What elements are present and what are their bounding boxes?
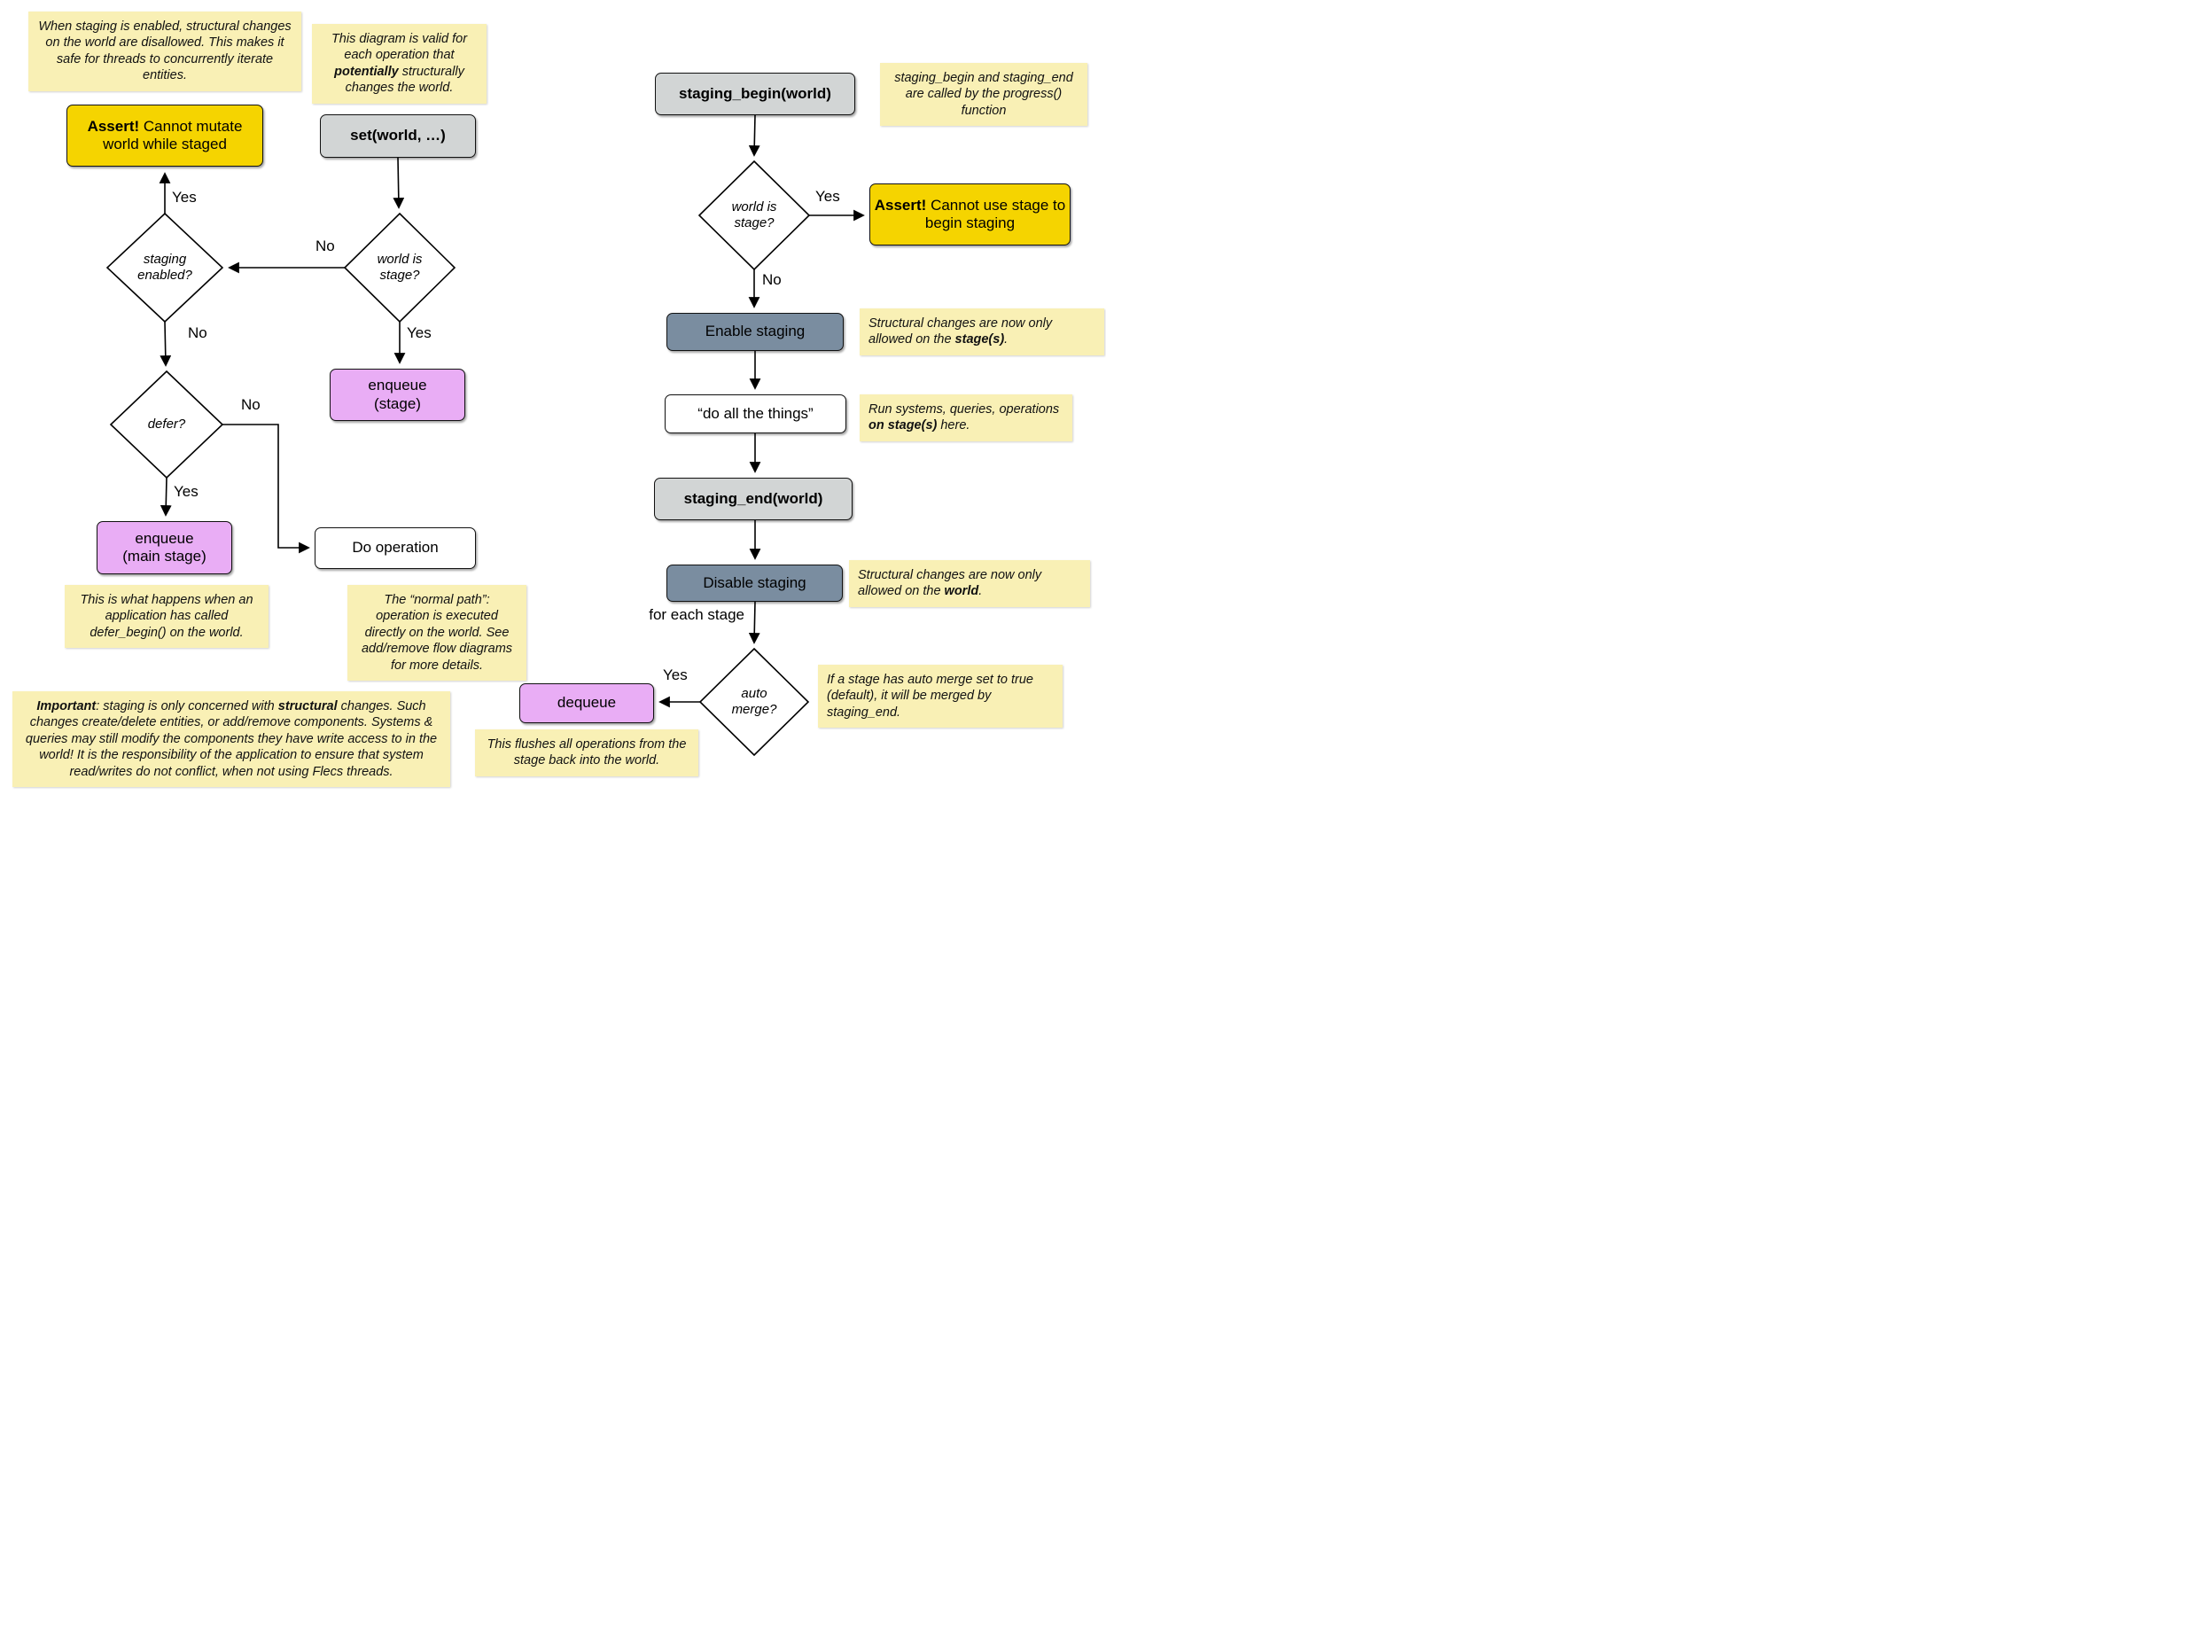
note-important-bold2: structural — [277, 699, 338, 713]
note-run-systems-post: here. — [937, 418, 970, 433]
note-diagram-valid-bold: potentially — [334, 64, 399, 79]
staging-end-label: staging_end(world) — [683, 489, 823, 507]
do-operation-box — [315, 527, 476, 569]
label-yes-worldstage2: Yes — [815, 188, 840, 205]
note-normal-path: The “normal path”: operation is executed directly on the world. See add/remove flow diagrams for more details. — [347, 585, 526, 681]
note-progress-fn: staging_begin and staging_end are called by the progress() function — [880, 63, 1087, 126]
staging-begin-box — [655, 73, 855, 115]
auto-merge-label: auto merge? — [731, 686, 777, 717]
do-all-things-box — [665, 394, 846, 433]
label-no-worldstage-staging: No — [315, 238, 335, 254]
dequeue-label: dequeue — [557, 694, 617, 712]
staging-enabled-label: staging enabled? — [137, 252, 192, 283]
assert2-rest: Cannot use stage to begin staging — [924, 196, 1066, 231]
staging-end-box — [654, 478, 853, 520]
note-important — [12, 691, 450, 787]
enqueue-main-line1: enqueue — [135, 529, 194, 547]
note-stage-only — [860, 308, 1104, 355]
enqueue-stage-line2: (stage) — [374, 394, 421, 412]
note-defer-begin: This is what happens when an application has called defer_begin() on the world. — [65, 585, 269, 648]
note-diagram-valid-pre: This diagram is valid for each operation that — [331, 32, 468, 63]
note-stage-only-bold: stage(s) — [954, 332, 1005, 347]
staging-begin-label: staging_begin(world) — [679, 84, 831, 102]
flowchart-canvas — [0, 0, 1106, 826]
set-world-box — [320, 114, 476, 158]
note-run-systems-bold: on stage(s) — [868, 418, 938, 433]
label-yes-below-defer: Yes — [174, 483, 199, 500]
world-is-stage-left-label: world is stage? — [377, 252, 423, 283]
set-world-label: set(world, …) — [350, 127, 446, 144]
disable-staging-box — [666, 565, 843, 602]
assert-word: Assert! — [87, 117, 140, 135]
edge-set-to-world-is-stage — [398, 158, 399, 207]
note-important-text2: changes. Such changes create/delete entities, or add/remove components. Systems & queries may still modify the components they have write access to in the world! It is the responsibility of the application to ensure that system read/writes do not conflict, when not using Flecs threads. — [25, 699, 438, 779]
note-stage-only-post: . — [1004, 332, 1009, 347]
assert-rest: Cannot mutate world while staged — [103, 117, 243, 152]
enqueue-stage-box — [330, 369, 465, 421]
note-world-only-pre: Structural changes are now only allowed on the — [858, 568, 1042, 599]
assert-cannot-mutate-box — [66, 105, 263, 167]
note-stage-only-pre: Structural changes are now only allowed on the — [868, 316, 1053, 347]
note-auto-merge: If a stage has auto merge set to true (default), it will be merged by staging_end. — [818, 665, 1063, 728]
do-all-things-label: “do all the things” — [697, 404, 814, 422]
note-world-only-post: . — [978, 584, 983, 599]
dequeue-box — [519, 683, 654, 723]
note-world-only-bold: world — [944, 584, 979, 599]
assert-cannot-use-stage-text — [870, 197, 1070, 233]
enable-staging-label: Enable staging — [705, 323, 806, 340]
assert2-word: Assert! — [874, 196, 927, 214]
note-run-systems — [860, 394, 1072, 441]
label-yes-below-worldstage: Yes — [407, 324, 432, 341]
defer-label: defer? — [147, 417, 186, 432]
label-for-each-stage: for each stage — [649, 606, 744, 623]
note-run-systems-pre: Run systems, queries, operations — [868, 402, 1060, 417]
assert-cannot-mutate-text — [67, 118, 262, 154]
world-is-stage-right-label: world is stage? — [731, 199, 777, 230]
enqueue-stage-line1: enqueue — [368, 377, 427, 394]
edge-defer-no — [222, 425, 308, 548]
edge-stagingbegin-down — [754, 115, 755, 155]
enqueue-main-stage-box — [97, 521, 232, 574]
edge-disable-to-automerge — [754, 602, 755, 643]
enable-staging-box — [666, 313, 844, 351]
label-yes-automerge: Yes — [663, 666, 688, 683]
enqueue-main-line2: (main stage) — [122, 548, 206, 565]
do-operation-label: Do operation — [352, 539, 439, 557]
disable-staging-label: Disable staging — [703, 573, 806, 591]
note-important-text1: : staging is only concerned with — [96, 699, 278, 713]
edge-defer-yes — [166, 478, 167, 515]
assert-cannot-use-stage-box — [869, 183, 1071, 245]
edge-staging-enabled-no — [165, 322, 166, 365]
note-world-only — [849, 560, 1090, 607]
note-diagram-valid — [312, 24, 487, 104]
note-diagram-valid-post: structurally changes the world. — [345, 64, 464, 96]
label-yes-staging-assert: Yes — [172, 189, 197, 206]
note-when-staging: When staging is enabled, structural changes on the world are disallowed. This makes it safe for threads to concurrently iterate entities. — [28, 12, 301, 91]
label-no-below-worldstage2: No — [762, 271, 782, 288]
note-flushes: This flushes all operations from the stage back into the world. — [475, 729, 698, 776]
note-important-bold1: Important — [36, 699, 97, 713]
label-no-defer: No — [241, 396, 261, 413]
label-no-below-staging: No — [188, 324, 207, 341]
